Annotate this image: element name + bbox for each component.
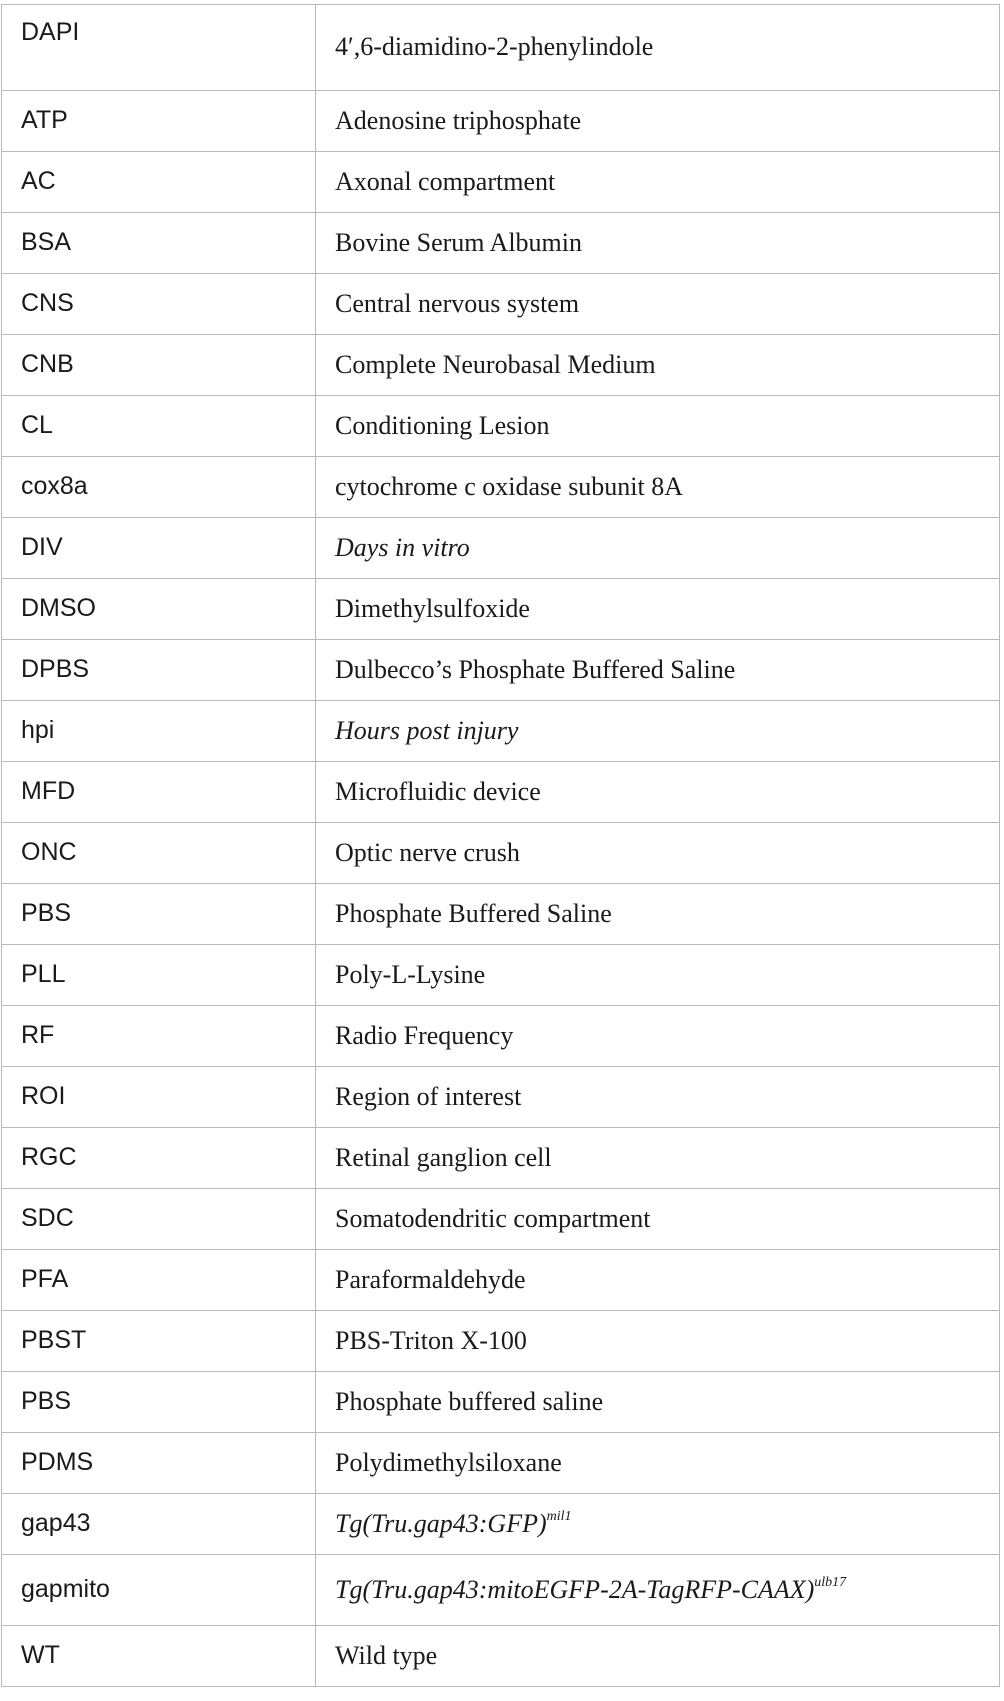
definition-cell: [316, 1555, 1000, 1626]
definition-cell: Hours post injury: [316, 701, 1000, 762]
table-row: [2, 1494, 1000, 1555]
abbreviation-cell: AC: [2, 152, 316, 213]
definition-cell: Polydimethylsiloxane: [316, 1433, 1000, 1494]
table-row: [2, 335, 1000, 396]
definition-cell: Optic nerve crush: [316, 823, 1000, 884]
table-row: [2, 640, 1000, 701]
abbreviation-cell: MFD: [2, 762, 316, 823]
table-row: [2, 1250, 1000, 1311]
definition-cell: Poly-L-Lysine: [316, 945, 1000, 1006]
definition-cell: Phosphate buffered saline: [316, 1372, 1000, 1433]
definition-cell: 4′,6-diamidino-2-phenylindole: [316, 5, 1000, 91]
definition-cell: Radio Frequency: [316, 1006, 1000, 1067]
abbreviation-cell: cox8a: [2, 457, 316, 518]
definition-cell: Wild type: [316, 1626, 1000, 1687]
definition-cell: Dulbecco’s Phosphate Buffered Saline: [316, 640, 1000, 701]
definition-cell: Conditioning Lesion: [316, 396, 1000, 457]
abbreviation-cell: PLL: [2, 945, 316, 1006]
table-row: [2, 91, 1000, 152]
abbreviation-cell: hpi: [2, 701, 316, 762]
abbreviation-cell: ROI: [2, 1067, 316, 1128]
table-row: [2, 396, 1000, 457]
abbreviation-cell: ONC: [2, 823, 316, 884]
table-row: [2, 701, 1000, 762]
abbreviation-cell: gap43: [2, 1494, 316, 1555]
strain-name: Tg(Tru.gap43:mitoEGFP-2A-TagRFP-CAAX): [335, 1574, 815, 1604]
table-row: [2, 213, 1000, 274]
table-row: [2, 762, 1000, 823]
definition-cell: Phosphate Buffered Saline: [316, 884, 1000, 945]
definition-cell: Retinal ganglion cell: [316, 1128, 1000, 1189]
abbreviation-cell: WT: [2, 1626, 316, 1687]
table-row: [2, 1128, 1000, 1189]
abbreviation-cell: RGC: [2, 1128, 316, 1189]
table-row: [2, 945, 1000, 1006]
table-row: [2, 1433, 1000, 1494]
abbreviation-cell: DMSO: [2, 579, 316, 640]
definition-cell: PBS-Triton X-100: [316, 1311, 1000, 1372]
abbreviations-table: [1, 4, 1000, 1687]
definition-cell: Somatodendritic compartment: [316, 1189, 1000, 1250]
abbreviation-cell: RF: [2, 1006, 316, 1067]
definition-cell: Dimethylsulfoxide: [316, 579, 1000, 640]
table-row: [2, 1626, 1000, 1687]
table-row: [2, 579, 1000, 640]
abbreviation-cell: SDC: [2, 1189, 316, 1250]
definition-cell: Complete Neurobasal Medium: [316, 335, 1000, 396]
table-row: [2, 518, 1000, 579]
table-row: [2, 1555, 1000, 1626]
definition-cell: [316, 1494, 1000, 1555]
abbreviation-cell: PBST: [2, 1311, 316, 1372]
table-row: [2, 1006, 1000, 1067]
table-row: [2, 1372, 1000, 1433]
abbreviation-cell: DAPI: [2, 5, 316, 91]
table-row: [2, 823, 1000, 884]
definition-cell: Axonal compartment: [316, 152, 1000, 213]
abbreviation-cell: gapmito: [2, 1555, 316, 1626]
definition-cell: Central nervous system: [316, 274, 1000, 335]
definition-cell: cytochrome c oxidase subunit 8A: [316, 457, 1000, 518]
allele-superscript: mil1: [546, 1508, 572, 1524]
strain-name: Tg(Tru.gap43:GFP): [335, 1508, 547, 1538]
table-row: [2, 5, 1000, 91]
table-row: [2, 1311, 1000, 1372]
abbreviation-cell: CL: [2, 396, 316, 457]
definition-cell: Microfluidic device: [316, 762, 1000, 823]
abbreviation-cell: PBS: [2, 884, 316, 945]
table-row: [2, 1067, 1000, 1128]
definition-cell: Bovine Serum Albumin: [316, 213, 1000, 274]
abbreviation-cell: CNS: [2, 274, 316, 335]
abbreviation-cell: PBS: [2, 1372, 316, 1433]
table-row: [2, 884, 1000, 945]
abbreviation-cell: DPBS: [2, 640, 316, 701]
abbreviation-cell: PDMS: [2, 1433, 316, 1494]
abbreviation-cell: DIV: [2, 518, 316, 579]
abbreviation-cell: BSA: [2, 213, 316, 274]
abbreviation-cell: ATP: [2, 91, 316, 152]
definition-cell: Days in vitro: [316, 518, 1000, 579]
allele-superscript: ulb17: [814, 1574, 847, 1590]
definition-cell: Adenosine triphosphate: [316, 91, 1000, 152]
table-row: [2, 457, 1000, 518]
table-row: [2, 274, 1000, 335]
definition-cell: Region of interest: [316, 1067, 1000, 1128]
abbreviation-cell: CNB: [2, 335, 316, 396]
table-row: [2, 1189, 1000, 1250]
definition-cell: Paraformaldehyde: [316, 1250, 1000, 1311]
abbreviation-cell: PFA: [2, 1250, 316, 1311]
table-row: [2, 152, 1000, 213]
